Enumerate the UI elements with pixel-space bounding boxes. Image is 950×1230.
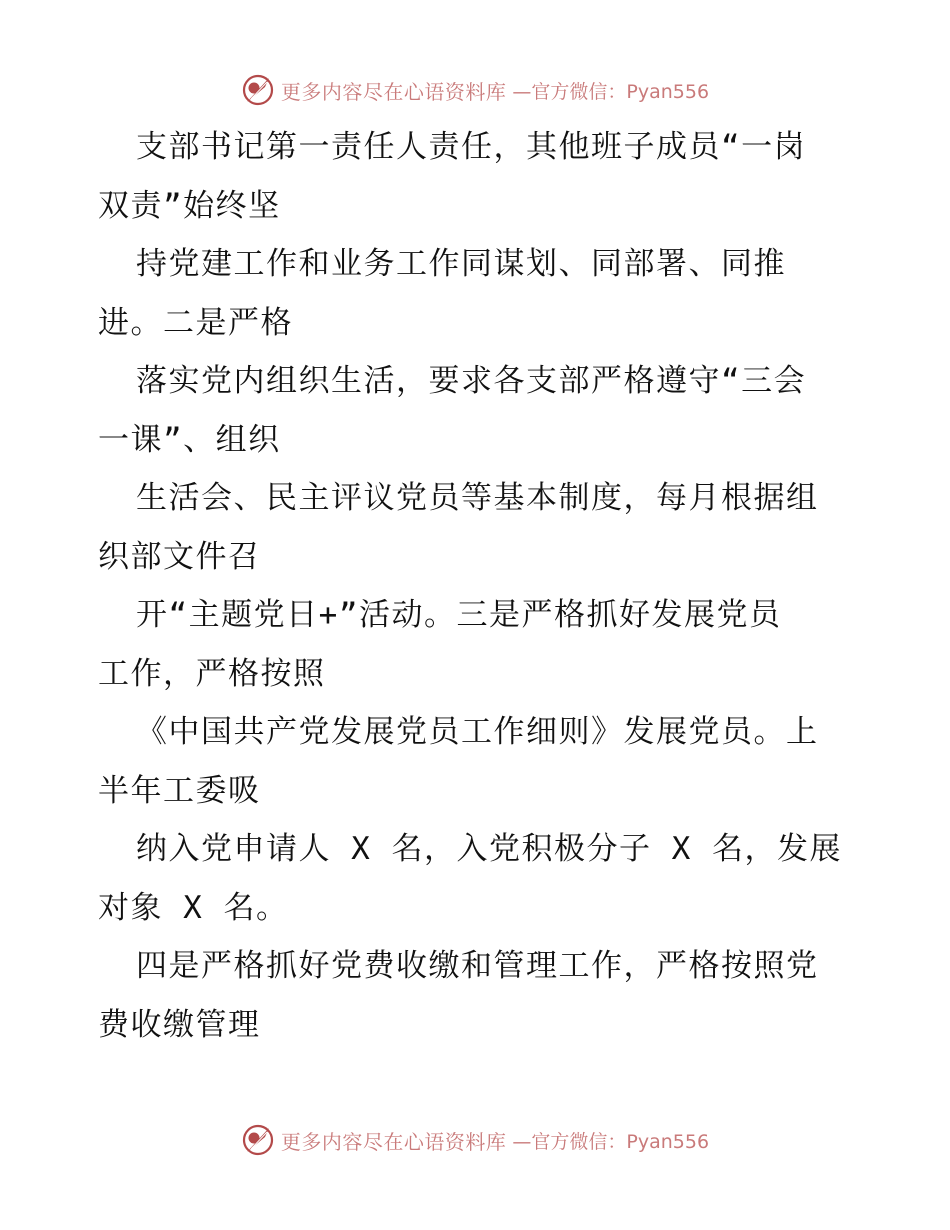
footer-banner xyxy=(0,1120,950,1160)
body-line: 一课”、组织 xyxy=(98,421,281,458)
body-line: 开“主题党日+”活动。三是严格抓好发展党员 xyxy=(136,597,782,633)
footer-banner-wechat: —官方微信：Pyan556 xyxy=(512,1130,710,1153)
body-line: 费收缴管理 xyxy=(98,1006,261,1043)
header-banner xyxy=(0,70,950,110)
body-paragraph xyxy=(98,118,858,1054)
body-line: 进。二是严格 xyxy=(98,304,293,341)
body-line: 工作，严格按照 xyxy=(98,655,326,692)
body-line: 生活会、民主评议党员等基本制度，每月根据组 xyxy=(136,480,819,516)
header-banner-text: 更多内容尽在心语资料库 xyxy=(280,79,507,104)
body-line: 落实党内组织生活，要求各支部严格遵守“三会 xyxy=(136,363,807,399)
quill-logo-icon xyxy=(241,1123,275,1157)
body-line: 对象 X 名。 xyxy=(98,889,289,926)
quill-logo-icon xyxy=(241,73,275,107)
header-banner-wechat: —官方微信：Pyan556 xyxy=(512,80,710,103)
body-line: 双责”始终坚 xyxy=(98,187,281,224)
body-line: 持党建工作和业务工作同谋划、同部署、同推 xyxy=(136,246,786,282)
body-line: 织部文件召 xyxy=(98,538,261,575)
footer-banner-text: 更多内容尽在心语资料库 xyxy=(280,1129,507,1154)
document-body xyxy=(98,118,858,1054)
body-line: 支部书记第一责任人责任，其他班子成员“一岗 xyxy=(136,129,807,165)
body-line: 半年工委吸 xyxy=(98,772,261,809)
body-line: 四是严格抓好党费收缴和管理工作，严格按照党 xyxy=(136,948,819,984)
body-line: 纳入党申请人 X 名，入党积极分子 X 名，发展 xyxy=(136,831,842,867)
body-line: 《中国共产党发展党员工作细则》发展党员。上 xyxy=(136,714,819,750)
